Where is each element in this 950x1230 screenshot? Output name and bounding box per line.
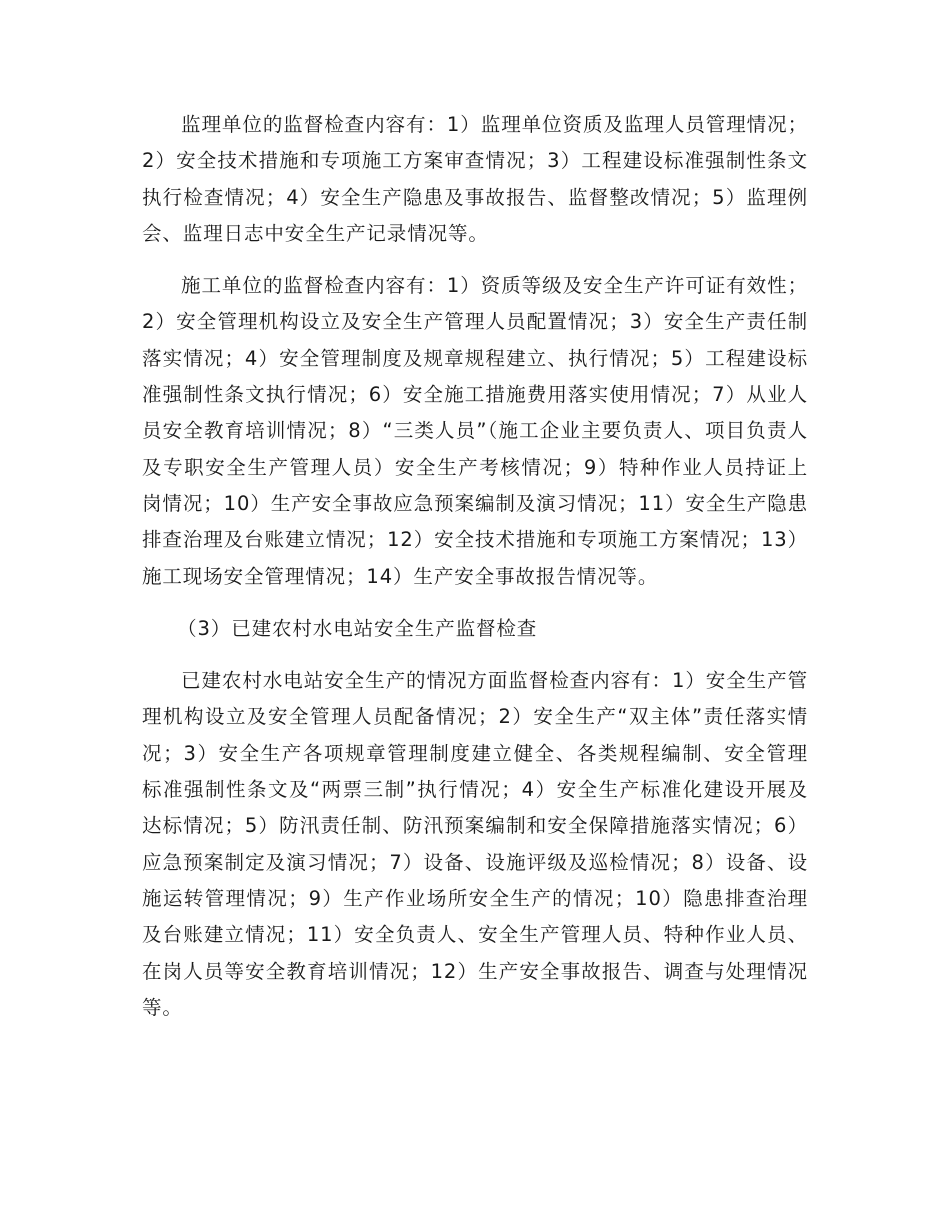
section-heading: （3）已建农村水电站安全生产监督检查 — [177, 616, 538, 640]
paragraph-hydropower-station: 已建农村水电站安全生产的情况方面监督检查内容有：1）安全生产管理机构设立及安全管理人员配备情况；2）安全生产“双主体”责任落实情况；3）安全生产各项规章管理制度建立健全、各类规程编制、安全管理标准强制性条文及“两票三制”执行情况；4）安全生产标准化建设开展及达标情况；5）防汛责任制、防汛预案编制和安全保障措施落实情况；6）应急预案制定及演习情况；7）设备、设施评级及巡检情况；8）设备、设施运转管理情况；9）生产作业场所安全生产的情况；10）隐患排查治理及台账建立情况；11）安全负责人、安全生产管理人员、特种作业人员、在岗人员等安全教育培训情况；12）生产安全事故报告、调查与处理情况等。 — [142, 669, 808, 1019]
paragraph-construction-unit: 施工单位的监督检查内容有：1）资质等级及安全生产许可证有效性；2）安全管理机构设立及安全生产管理人员配置情况；3）安全生产责任制落实情况；4）安全管理制度及规章规程建立、执行情况；5）工程建设标准强制性条文执行情况；6）安全施工措施费用落实使用情况；7）从业人员安全教育培训情况；8）“三类人员”（施工企业主要负责人、项目负责人及专职安全生产管理人员）安全生产考核情况；9）特种作业人员持证上岗情况；10）生产安全事故应急预案编制及演习情况；11）安全生产隐患排查治理及台账建立情况；12）安全技术措施和专项施工方案情况；13）施工现场安全管理情况；14）生产安全事故报告情况等。 — [142, 274, 808, 588]
document-page — [142, 107, 808, 1042]
paragraph-supervision-unit: 监理单位的监督检查内容有：1）监理单位资质及监理人员管理情况；2）安全技术措施和专项施工方案审查情况；3）工程建设标准强制性条文执行检查情况；4）安全生产隐患及事故报告、监督整改情况；5）监理例会、监理日志中安全生产记录情况等。 — [142, 113, 808, 245]
